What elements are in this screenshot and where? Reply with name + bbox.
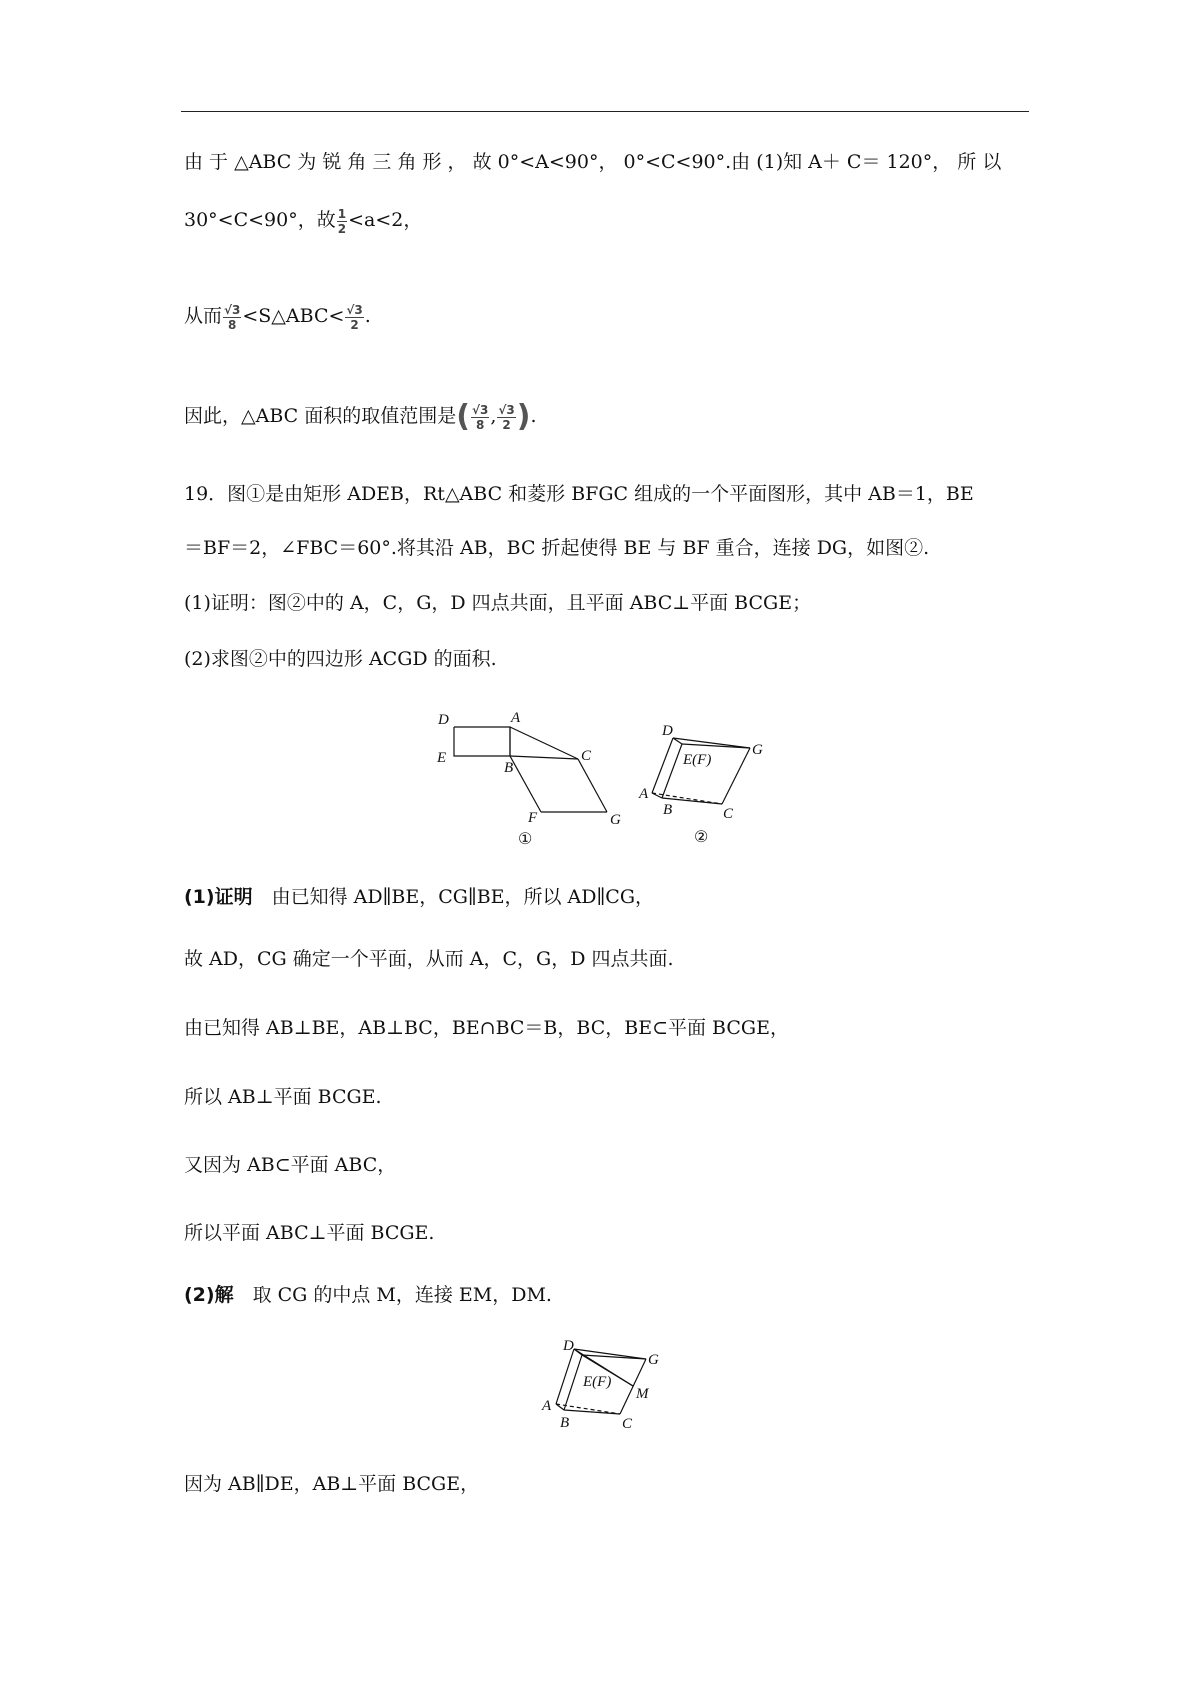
label-E-F: E(F) <box>683 752 712 768</box>
figure-2 <box>638 718 798 848</box>
fraction-numerator: √3 <box>346 302 363 317</box>
label-C: C <box>622 1416 633 1432</box>
text-line-12: 所以 AB⊥平面 BCGE. <box>184 1086 382 1108</box>
text-segment: 由已知得 AD∥BE，CG∥BE，所以 AD∥CG， <box>252 886 655 908</box>
text-line-14: 所以平面 ABC⊥平面 BCGE. <box>184 1222 435 1244</box>
label-A: A <box>542 1398 552 1414</box>
figure-3 <box>538 1336 688 1436</box>
text-line-9 <box>184 883 1034 911</box>
text-line-5: 19．图①是由矩形 ADEB，Rt△ABC 和菱形 BFGC 组成的一个平面图形，其中 AB＝1，BE <box>184 483 974 505</box>
label-A: A <box>639 786 649 802</box>
text-segment: 30°<C<90°，故 <box>184 209 336 231</box>
fraction-denominator: 2 <box>502 417 511 432</box>
fraction <box>223 304 241 331</box>
label-B: B <box>504 760 514 776</box>
label-C: C <box>581 748 592 764</box>
text-line-10: 故 AD，CG 确定一个平面，从而 A，C，G，D 四点共面. <box>184 948 674 970</box>
label-G: G <box>648 1352 659 1368</box>
text-line-6: ＝BF＝2，∠FBC＝60°.将其沿 AB，BC 折起使得 BE 与 BF 重合，连接 DG，如图②. <box>184 537 930 559</box>
right-paren: ) <box>516 399 531 434</box>
header-rule <box>181 111 1029 112</box>
fraction <box>471 404 489 431</box>
label-B: B <box>663 802 673 818</box>
fraction <box>497 404 515 431</box>
text-segment: <S△ABC< <box>242 305 345 327</box>
text-line-3 <box>184 302 1034 331</box>
label-C: C <box>723 806 734 822</box>
label-M: M <box>636 1386 649 1402</box>
figure-2-caption: ② <box>694 829 709 846</box>
fraction-denominator: 8 <box>475 417 485 432</box>
figure-1-lines <box>454 727 607 812</box>
fraction-denominator: 2 <box>350 317 359 332</box>
text-line-8: (2)求图②中的四边形 ACGD 的面积. <box>184 648 497 670</box>
figure-1-caption: ① <box>518 831 533 848</box>
text-segment: 因此，△ABC 面积的取值范围是 <box>184 405 457 427</box>
label-A: A <box>511 710 521 726</box>
label-D: D <box>662 723 673 739</box>
label-D: D <box>563 1338 574 1354</box>
solution-label: (2)解 <box>184 1284 234 1306</box>
left-paren: ( <box>456 399 470 434</box>
fraction-numerator: √3 <box>498 402 515 417</box>
label-F: F <box>528 810 538 826</box>
fraction-numerator: √3 <box>471 402 489 417</box>
label-B: B <box>560 1415 570 1431</box>
figure-1 <box>430 708 640 848</box>
text-line-7: (1)证明：图②中的 A，C，G，D 四点共面，且平面 ABC⊥平面 BCGE； <box>184 592 812 614</box>
fraction-numerator: 1 <box>337 206 347 221</box>
label-E: E <box>437 750 447 766</box>
fraction <box>345 304 363 331</box>
text-line-1: 由 于 △ABC 为 锐 角 三 角 形 ， 故 0°<A<90°， 0°<C<90°.由 (1)知 A＋ C＝ 120°， 所 以 <box>184 151 1002 173</box>
text-segment: <a<2， <box>348 209 423 231</box>
text-segment: . <box>364 305 371 327</box>
text-segment: 从而 <box>184 305 223 327</box>
proof-label: (1)证明 <box>184 886 253 908</box>
label-G: G <box>752 742 763 758</box>
fraction-denominator: 8 <box>228 317 237 332</box>
text-segment: , <box>490 405 497 427</box>
text-segment: 取 CG 的中点 M，连接 EM，DM. <box>233 1284 552 1306</box>
text-line-13: 又因为 AB⊂平面 ABC， <box>184 1154 397 1176</box>
text-line-15 <box>184 1281 1034 1309</box>
fraction-numerator: √3 <box>224 302 241 317</box>
text-line-2 <box>184 206 1034 235</box>
fraction <box>337 208 347 235</box>
text-line-11: 由已知得 AB⊥BE，AB⊥BC，BE∩BC＝B，BC，BE⊂平面 BCGE， <box>184 1017 789 1039</box>
figure-2-lines <box>652 738 750 804</box>
label-D: D <box>438 712 449 728</box>
text-line-4 <box>184 399 1034 434</box>
text-segment: . <box>530 405 537 427</box>
label-E-F: E(F) <box>583 1374 612 1390</box>
label-G: G <box>610 812 621 828</box>
text-line-16: 因为 AB∥DE，AB⊥平面 BCGE， <box>184 1473 480 1495</box>
fraction-denominator: 2 <box>337 221 347 236</box>
